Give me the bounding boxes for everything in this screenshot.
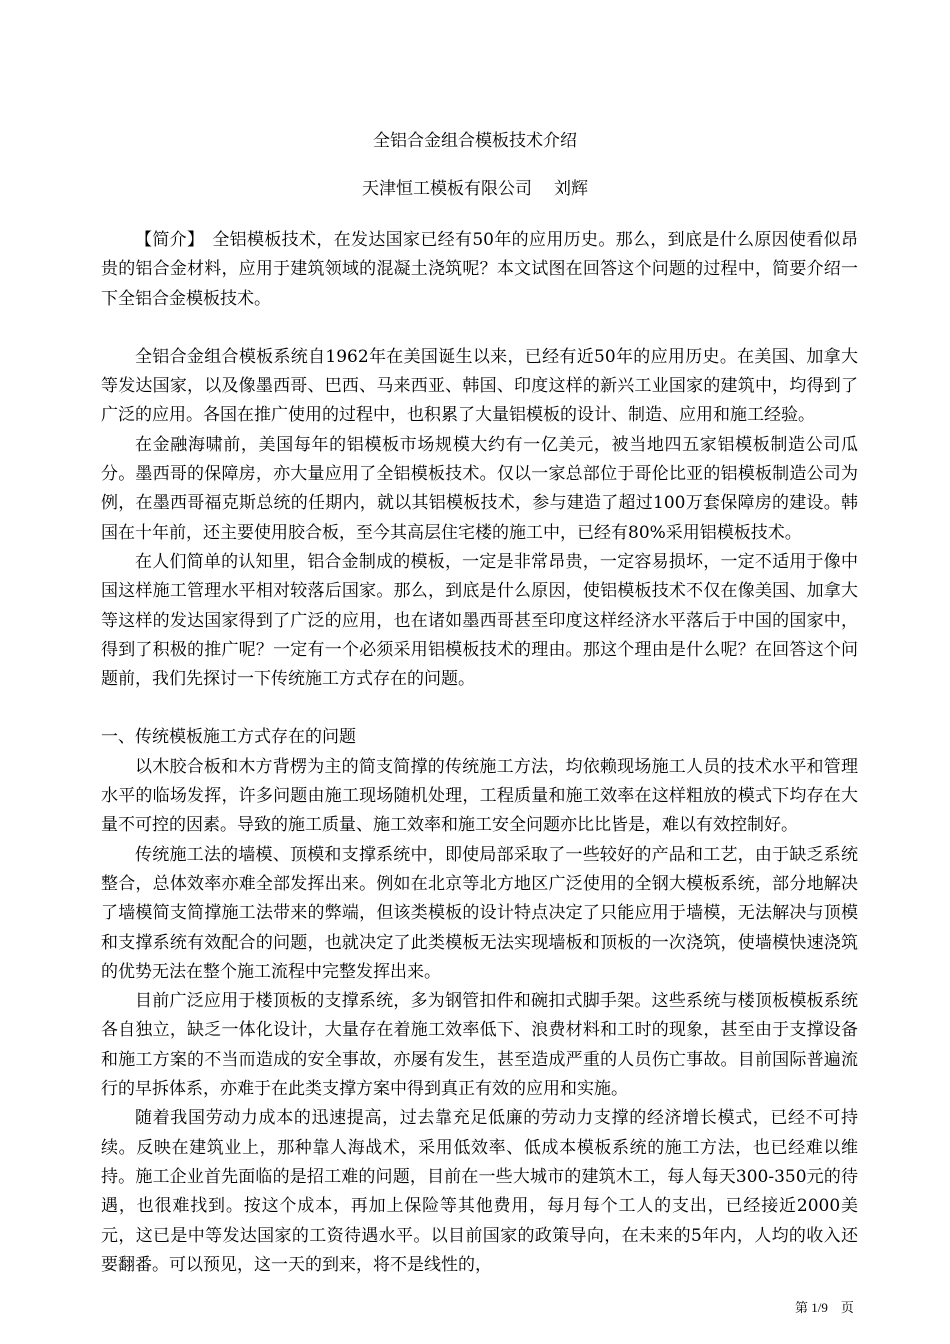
- paragraph: 以木胶合板和木方背楞为主的简支简撑的传统施工方法，均依赖现场施工人员的技术水平和管理水平的临场发挥，许多问题由施工现场随机处理，工程质量和施工效率在这样粗放的模式下均存在大量不可控的因素。导致的施工质量、施工效率和施工安全问题亦比比皆是，难以有效控制好。: [101, 756, 858, 836]
- paragraph: 传统施工法的墙模、顶模和支撑系统中，即使局部采取了一些较好的产品和工艺，由于缺乏系统整合，总体效率亦难全部发挥出来。例如在北京等北方地区广泛使用的全钢大模板系统，部分地解决了墙模简支简撑施工法带来的弊端，但该类模板的设计特点决定了只能应用于墙模，无法解决与顶模和支撑系统有效配合的问题，也就决定了此类模板无法实现墙板和顶板的一次浇筑，使墙模快速浇筑的优势无法在整个施工流程中完整发挥出来。: [101, 844, 858, 982]
- intro-tag: 【简介】: [135, 230, 205, 250]
- author-line: [0, 175, 950, 203]
- paragraph: 随着我国劳动力成本的迅速提高，过去靠充足低廉的劳动力支撑的经济增长模式，已经不可持续。反映在建筑业上，那种靠人海战术，采用低效率、低成本模板系统的施工方法，也已经难以维持。施工企业首先面临的是招工难的问题，目前在一些大城市的建筑木工，每人每天300-350元的待遇，也很难找到。按这个成本，再加上保险等其他费用，每月每个工人的支出，已经接近2000美元，这已是中等发达国家的工资待遇水平。以目前国家的政策导向，在未来的5年内，人均的收入还要翻番。可以预见，这一天的到来，将不是线性的，: [101, 1108, 858, 1275]
- intro-paragraph: [101, 226, 858, 314]
- company-name: 天津恒工模板有限公司: [362, 179, 532, 199]
- section-heading: 一、传统模板施工方式存在的问题: [101, 727, 356, 748]
- document-title: 全铝合金组合模板技术介绍: [373, 131, 577, 151]
- intro-text: 全铝模板技术，在发达国家已经有50年的应用历史。那么，到底是什么原因使看似昂贵的铝合金材料，应用于建筑领域的混凝土浇筑呢？本文试图在回答这个问题的过程中，简要介绍一下全铝合金模板技术。: [101, 230, 858, 309]
- paragraph: 全铝合金组合模板系统自1962年在美国诞生以来，已经有近50年的应用历史。在美国、加拿大等发达国家，以及像墨西哥、巴西、马来西亚、韩国、印度这样的新兴工业国家的建筑中，均得到了广泛的应用。各国在推广使用的过程中，也积累了大量铝模板的设计、制造、应用和施工经验。: [101, 346, 858, 426]
- author-name: 刘辉: [554, 179, 588, 199]
- page-number: 第 1/9 页: [795, 1300, 854, 1315]
- paragraph: 在人们简单的认知里，铝合金制成的模板，一定是非常昂贵，一定容易损坏，一定不适用于像中国这样施工管理水平相对较落后国家。那么，到底是什么原因，使铝模板技术不仅在像美国、加拿大等这样的发达国家得到了广泛的应用，也在诸如墨西哥甚至印度这样经济水平落后于中国的国家中，得到了积极的推广呢？一定有一个必须采用铝模板技术的理由。那这个理由是什么呢？在回答这个问题前，我们先探讨一下传统施工方式存在的问题。: [101, 551, 858, 690]
- paragraph: 在金融海啸前，美国每年的铝模板市场规模大约有一亿美元，被当地四五家铝模板制造公司瓜分。墨西哥的保障房，亦大量应用了全铝模板技术。仅以一家总部位于哥伦比亚的铝模板制造公司为例，在墨西哥福克斯总统的任期内，就以其铝模板技术，参与建造了超过100万套保障房的建设。韩国在十年前，还主要使用胶合板，至今其高层住宅楼的施工中，已经有80%采用铝模板技术。: [101, 434, 858, 543]
- document-body: [101, 226, 858, 1280]
- paragraph: 目前广泛应用于楼顶板的支撑系统，多为钢管扣件和碗扣式脚手架。这些系统与楼顶板模板系统各自独立，缺乏一体化设计，大量存在着施工效率低下、浪费材料和工时的现象，甚至由于支撑设备和施工方案的不当而造成的安全事故，亦屡有发生，甚至造成严重的人员伤亡事故。目前国际普遍流行的早拆体系，亦难于在此类支撑方案中得到真正有效的应用和实施。: [101, 991, 858, 1100]
